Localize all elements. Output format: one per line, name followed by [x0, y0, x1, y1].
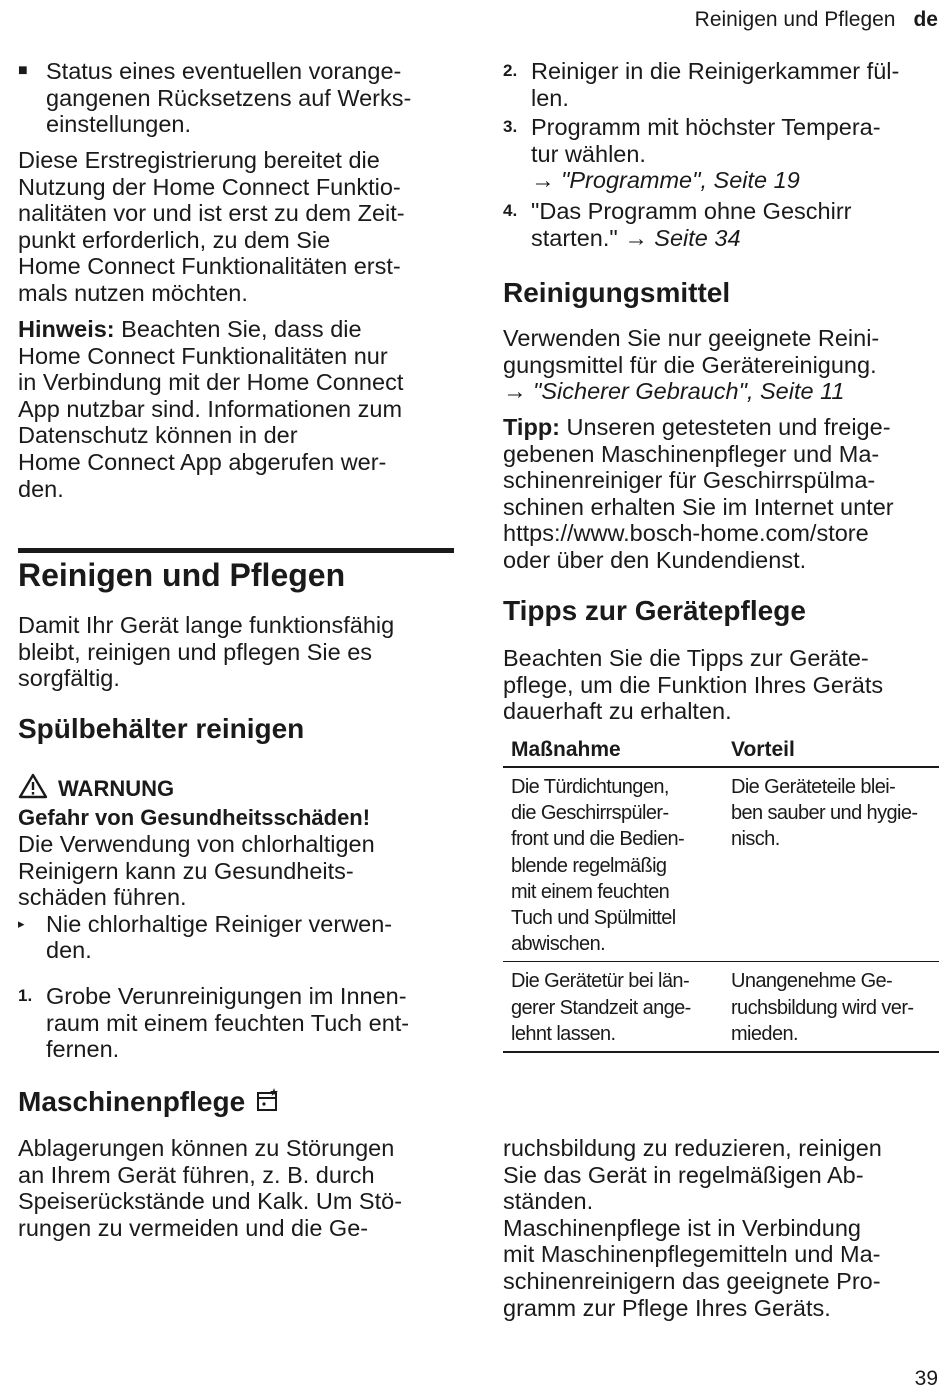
store-url[interactable]: https://www.bosch-home.com/store: [503, 520, 869, 547]
warning-instruction-text: Nie chlorhaltige Reiniger verwen- den.: [46, 910, 393, 964]
cleaner-reference[interactable]: "Sicherer Gebrauch", Seite 11: [533, 378, 845, 405]
warning-box: [18, 773, 454, 964]
step-4: [503, 198, 939, 251]
warning-triangle-icon: [18, 773, 48, 805]
warning-label: WARNUNG: [58, 776, 175, 801]
step-4-text: "Das Programm ohne Geschirr starten." → Seite 34: [531, 198, 852, 251]
step-3-number: 3.: [503, 117, 518, 136]
step-2: [503, 58, 939, 111]
triangle-bullet-icon: ▸: [18, 915, 25, 931]
cleaner-paragraph: Verwenden Sie nur geeignete Reini- gungsmittel für die Gerätereinigung. → "Sicherer Gebrauch", Seite 11: [503, 325, 880, 405]
step-3: [503, 114, 939, 194]
registration-paragraph: Diese Erstregistrierung bereitet die Nutzung der Home Connect Funktio- nalitäten vor und ist erst zu dem Zeit- punkt erforderlich, zu dem Sie Home Connect Funktionalitäten erst- mals nutzen möchten.: [18, 147, 405, 306]
note-paragraph: Hinweis: Beachten Sie, dass die Home Connect Funktionalitäten nur in Verbindung mit der Home Connect App nutzbar sind. Informationen zum Datenschutz können in der Home Connect App abgerufen wer- den.: [18, 316, 404, 502]
step-1-text: Grobe Verunreinigungen im Innen- raum mit einem feuchten Tuch ent- fernen.: [46, 983, 410, 1063]
running-header: [695, 8, 938, 32]
table-header-row: [503, 734, 939, 767]
section-intro: Damit Ihr Gerät lange funktionsfähig bleibt, reinigen und pflegen Sie es sorgfältig.: [18, 612, 395, 692]
intro-bullet: [18, 58, 454, 138]
step-4-number: 4.: [503, 201, 518, 220]
rinse-heading: Spülbehälter reinigen: [18, 713, 305, 744]
step-4-reference[interactable]: Seite 34: [654, 224, 741, 251]
arrow-icon: →: [503, 378, 527, 405]
maint-heading-row: [18, 1086, 280, 1118]
column-header-benefit: Vorteil: [723, 734, 939, 767]
maint-paragraph-continued: ruchsbildung zu reduzieren, reinigen Sie das Gerät in regelmäßigen Ab- ständen. Maschinenpflege ist in Verbindung mit Maschinenpflegemitteln und Ma- schinenreinigern das geeignete Pro- gramm zur Pflege Ihres Geräts.: [503, 1135, 882, 1321]
step-1-number: 1.: [18, 986, 33, 1005]
care-table: [503, 734, 939, 1053]
cleaner-heading: Reinigungsmittel: [503, 277, 731, 308]
warning-instruction: [18, 911, 454, 964]
maint-paragraph: Ablagerungen können zu Störungen an Ihrem Gerät führen, z. B. durch Speiserückstände und Kalk. Um Stö- rungen zu vermeiden und die Ge-: [18, 1135, 403, 1241]
step-2-text: Reiniger in die Reinigerkammer fül- len.: [531, 58, 900, 111]
table-cell-benefit: Die Geräteteile blei- ben sauber und hygie- nisch.: [723, 767, 939, 962]
note-label: Hinweis:: [18, 316, 115, 342]
language-code: de: [913, 8, 938, 31]
table-cell-benefit: Unangenehme Ge- ruchsbildung wird ver- mieden.: [723, 962, 939, 1052]
section-title: Reinigen und Pflegen: [18, 557, 346, 593]
square-bullet-icon: ■: [18, 62, 28, 79]
warning-text: Die Verwendung von chlorhaltigen Reinigern kann zu Gesundheits- schäden führen.: [18, 831, 375, 911]
step-3-reference[interactable]: "Programme", Seite 19: [561, 167, 800, 194]
header-title: Reinigen und Pflegen: [694, 8, 896, 31]
column-header-measure: Maßnahme: [503, 734, 723, 767]
arrow-icon: →: [624, 224, 648, 251]
step-3-text: Programm mit höchster Tempera- tur wählen. → "Programme", Seite 19: [531, 114, 881, 194]
arrow-icon: →: [531, 167, 555, 194]
maint-heading: Maschinenpflege: [18, 1086, 246, 1117]
machine-care-icon: [256, 1087, 280, 1118]
table-cell-measure: Die Türdichtungen, die Geschirrspüler- front und die Bedien- blende regelmäßig mit einem feuchten Tuch und Spülmittel abwischen.: [503, 767, 723, 962]
section-rule: [18, 548, 454, 553]
tip-paragraph: Tipp: Unseren getesteten und freige- gebenen Maschinenpfleger und Ma- schinenreiniger für Geschirrspülma- schinen erhalten Sie im Internet unter https://www.bosch-home.com/store oder über den Kundendienst.: [503, 414, 894, 573]
step-1: [18, 983, 454, 1063]
page-number: 39: [914, 1367, 938, 1390]
step-2-number: 2.: [503, 61, 518, 80]
intro-bullet-text: Status eines eventuellen vorange- gangenen Rücksetzens auf Werks- einstellungen.: [46, 58, 412, 138]
care-table-wrap: [503, 734, 939, 1053]
tip-label: Tipp:: [503, 414, 560, 440]
care-paragraph: Beachten Sie die Tipps zur Geräte- pflege, um die Funktion Ihres Geräts dauerhaft zu erhalten.: [503, 645, 884, 725]
table-row: [503, 962, 939, 1052]
warning-title: Gefahr von Gesundheitsschäden!: [18, 805, 371, 830]
table-cell-measure: Die Gerätetür bei län- gerer Standzeit ange- lehnt lassen.: [503, 962, 723, 1052]
care-heading: Tipps zur Gerätepflege: [503, 595, 806, 626]
table-row: [503, 767, 939, 962]
